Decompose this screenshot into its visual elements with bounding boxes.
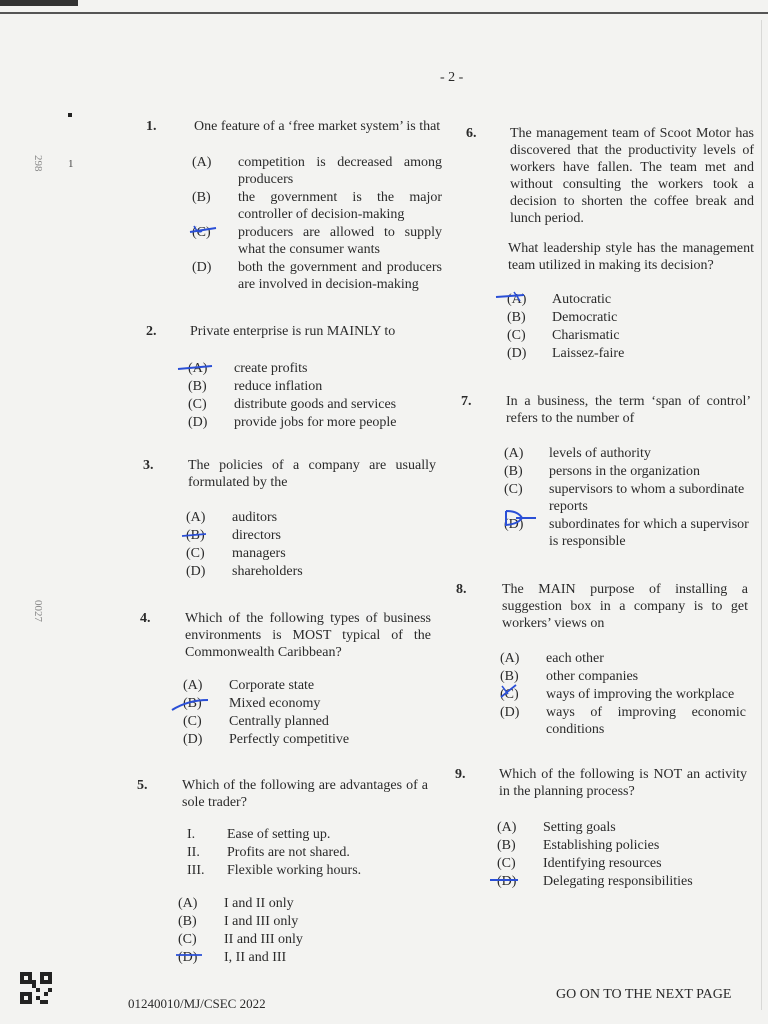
option-b[interactable] — [507, 309, 747, 326]
option-c[interactable] — [178, 931, 428, 948]
question-stem: In a business, the term ‘span of control’ refers to the number of — [506, 394, 751, 426]
option-text: II and III only — [224, 932, 303, 947]
option-label: (D) — [188, 415, 208, 430]
option-text: Delegating responsibilities — [543, 874, 693, 889]
option-label: (B) — [188, 379, 207, 394]
option-text: Democratic — [552, 310, 618, 325]
top-border — [0, 0, 768, 14]
question-number: 5. — [137, 778, 148, 793]
margin-code-top: 298 — [32, 155, 44, 172]
option-text: other companies — [546, 669, 639, 684]
option-text: directors — [232, 528, 281, 543]
option-label: (B) — [186, 528, 205, 543]
option-list — [504, 445, 750, 551]
option-label: (A) — [500, 651, 520, 666]
option-label: (A) — [183, 678, 203, 693]
question-stem: Which of the following types of business environments is MOST typical of the Commonwealth Caribbean? — [185, 611, 431, 660]
option-label: (C) — [497, 856, 516, 871]
option-text: provide jobs for more people — [234, 415, 397, 430]
option-list — [188, 360, 442, 432]
statement-iii — [187, 862, 427, 879]
option-a[interactable] — [188, 360, 442, 377]
option-d[interactable] — [507, 345, 747, 362]
option-d[interactable] — [188, 414, 442, 431]
option-b[interactable] — [178, 913, 428, 930]
option-text: Laissez-faire — [552, 346, 625, 361]
option-label: (C) — [500, 687, 519, 702]
option-c[interactable] — [192, 224, 442, 258]
option-a[interactable] — [507, 291, 747, 308]
option-text: Charismatic — [552, 328, 620, 343]
right-edge-line — [761, 20, 762, 1010]
question-number: 2. — [146, 324, 157, 339]
option-label: (B) — [178, 914, 197, 929]
top-border-block — [0, 0, 78, 6]
option-text: subordinates for which a supervisor is responsible — [549, 517, 749, 549]
option-text: I and II only — [224, 896, 294, 911]
option-a[interactable] — [183, 677, 433, 694]
option-text: Setting goals — [543, 820, 616, 835]
question-stem: Private enterprise is run MAINLY to — [190, 324, 396, 339]
question-number: 3. — [143, 458, 154, 473]
option-c[interactable] — [507, 327, 747, 344]
option-c[interactable] — [186, 545, 436, 562]
option-label: (A) — [186, 510, 206, 525]
option-a[interactable] — [178, 895, 428, 912]
option-label: (C) — [188, 397, 207, 412]
option-d[interactable] — [183, 731, 433, 748]
option-text: Perfectly competitive — [229, 732, 350, 747]
option-label: (D) — [497, 874, 517, 889]
option-text: Mixed economy — [229, 696, 321, 711]
option-label: (A) — [507, 292, 527, 307]
option-text: persons in the organization — [549, 464, 700, 479]
option-label: (C) — [178, 932, 197, 947]
option-b[interactable] — [500, 668, 746, 685]
question-stem: The management team of Scoot Motor has discovered that the productivity levels of workers have fallen. The team met and without consulting the workers took a decision to shorten the coffee break and lunch period. — [510, 126, 754, 226]
statement-text: Profits are not shared. — [227, 845, 350, 860]
option-label: (B) — [183, 696, 202, 711]
option-text: distribute goods and services — [234, 397, 397, 412]
option-label: (D) — [504, 517, 524, 532]
question-number: 4. — [140, 611, 151, 626]
question-number: 6. — [466, 126, 477, 141]
option-label: (B) — [507, 310, 526, 325]
option-b[interactable] — [504, 463, 750, 480]
option-text: auditors — [232, 510, 278, 525]
statement-text: Ease of setting up. — [227, 827, 331, 842]
option-label: (D) — [507, 346, 527, 361]
question-stem-2: What leadership style has the management team utilized in making its decision? — [508, 241, 754, 273]
question-stem: The MAIN purpose of installing a suggestion box in a company is to get workers’ views on — [502, 582, 748, 631]
option-d[interactable] — [504, 516, 750, 550]
statement-label: III. — [187, 863, 205, 878]
option-b[interactable] — [183, 695, 433, 712]
option-label: (A) — [504, 446, 524, 461]
statement-text: Flexible working hours. — [227, 863, 362, 878]
option-label: (C) — [186, 546, 205, 561]
option-label: (C) — [507, 328, 526, 343]
option-label: (D) — [500, 705, 520, 720]
option-b[interactable] — [497, 837, 743, 854]
option-d[interactable] — [497, 873, 743, 890]
option-a[interactable] — [500, 650, 746, 667]
option-list — [178, 895, 428, 967]
option-c[interactable] — [504, 481, 750, 515]
statement-i — [187, 826, 427, 843]
option-c[interactable] — [188, 396, 442, 413]
option-c[interactable] — [183, 713, 433, 730]
option-text: Centrally planned — [229, 714, 329, 729]
option-label: (A) — [188, 361, 208, 376]
option-d[interactable] — [192, 259, 442, 293]
option-list — [183, 677, 433, 749]
question-stem: One feature of a ‘free market system’ is that — [194, 119, 441, 134]
option-text: ways of improving economic conditions — [546, 705, 746, 737]
page-number: - 2 - — [440, 70, 464, 85]
question-stem: Which of the following is NOT an activity in the planning process? — [499, 767, 747, 799]
option-label: (A) — [497, 820, 517, 835]
option-text: Corporate state — [229, 678, 315, 693]
option-label: (C) — [192, 225, 211, 240]
option-text: shareholders — [232, 564, 303, 579]
option-label: (A) — [178, 896, 198, 911]
question-number: 7. — [461, 394, 472, 409]
option-list — [500, 650, 746, 739]
option-text: I, II and III — [224, 950, 287, 965]
option-a[interactable] — [192, 154, 442, 188]
option-label: (C) — [183, 714, 202, 729]
question-stem: The policies of a company are usually formulated by the — [188, 458, 436, 490]
option-list — [507, 291, 747, 363]
option-label: (B) — [497, 838, 516, 853]
option-d[interactable] — [186, 563, 436, 580]
option-text: managers — [232, 546, 286, 561]
option-c[interactable] — [497, 855, 743, 872]
option-text: supervisors to whom a subordinate reports — [549, 482, 745, 514]
qr-code-icon — [20, 972, 52, 1004]
option-label: (D) — [183, 732, 203, 747]
statement-label: II. — [187, 845, 200, 860]
option-a[interactable] — [186, 509, 436, 526]
next-page-note: GO ON TO THE NEXT PAGE — [556, 987, 732, 1002]
option-text: competition is decreased among producers — [238, 155, 442, 187]
option-label: (A) — [192, 155, 212, 170]
margin-dot — [68, 113, 72, 117]
option-label: (D) — [192, 260, 212, 275]
question-stem: Which of the following are advantages of a sole trader? — [182, 778, 428, 810]
option-label: (B) — [192, 190, 211, 205]
option-label: (D) — [178, 950, 198, 965]
option-list — [497, 819, 743, 891]
option-text: Autocratic — [552, 292, 612, 307]
option-list — [186, 509, 436, 581]
option-text: create profits — [234, 361, 308, 376]
statement-list — [187, 826, 427, 880]
option-b[interactable] — [192, 189, 442, 223]
option-text: each other — [546, 651, 604, 666]
option-text: Establishing policies — [543, 838, 660, 853]
option-list — [192, 154, 442, 294]
option-text: Identifying resources — [543, 856, 662, 871]
option-text: I and III only — [224, 914, 299, 929]
option-label: (B) — [504, 464, 523, 479]
option-d[interactable] — [500, 704, 746, 738]
statement-label: I. — [187, 827, 196, 842]
question-number: 1. — [146, 119, 157, 134]
option-a[interactable] — [497, 819, 743, 836]
option-text: both the government and producers are involved in decision-making — [238, 260, 442, 292]
statement-ii — [187, 844, 427, 861]
margin-mark: 1 — [68, 158, 74, 170]
margin-code-bottom: 0027 — [32, 600, 44, 622]
option-text: reduce inflation — [234, 379, 323, 394]
paper-code: 01240010/MJ/CSEC 2022 — [128, 996, 266, 1011]
option-label: (B) — [500, 669, 519, 684]
option-label: (C) — [504, 482, 523, 497]
option-b[interactable] — [188, 378, 442, 395]
option-text: the government is the major controller of decision-making — [238, 190, 442, 222]
option-text: producers are allowed to supply what the consumer wants — [238, 225, 442, 257]
option-c[interactable] — [500, 686, 746, 703]
option-a[interactable] — [504, 445, 750, 462]
question-number: 9. — [455, 767, 466, 782]
option-label: (D) — [186, 564, 206, 579]
option-d[interactable] — [178, 949, 428, 966]
option-text: levels of authority — [549, 446, 651, 461]
question-number: 8. — [456, 582, 467, 597]
option-b[interactable] — [186, 527, 436, 544]
option-text: ways of improving the workplace — [546, 687, 735, 702]
